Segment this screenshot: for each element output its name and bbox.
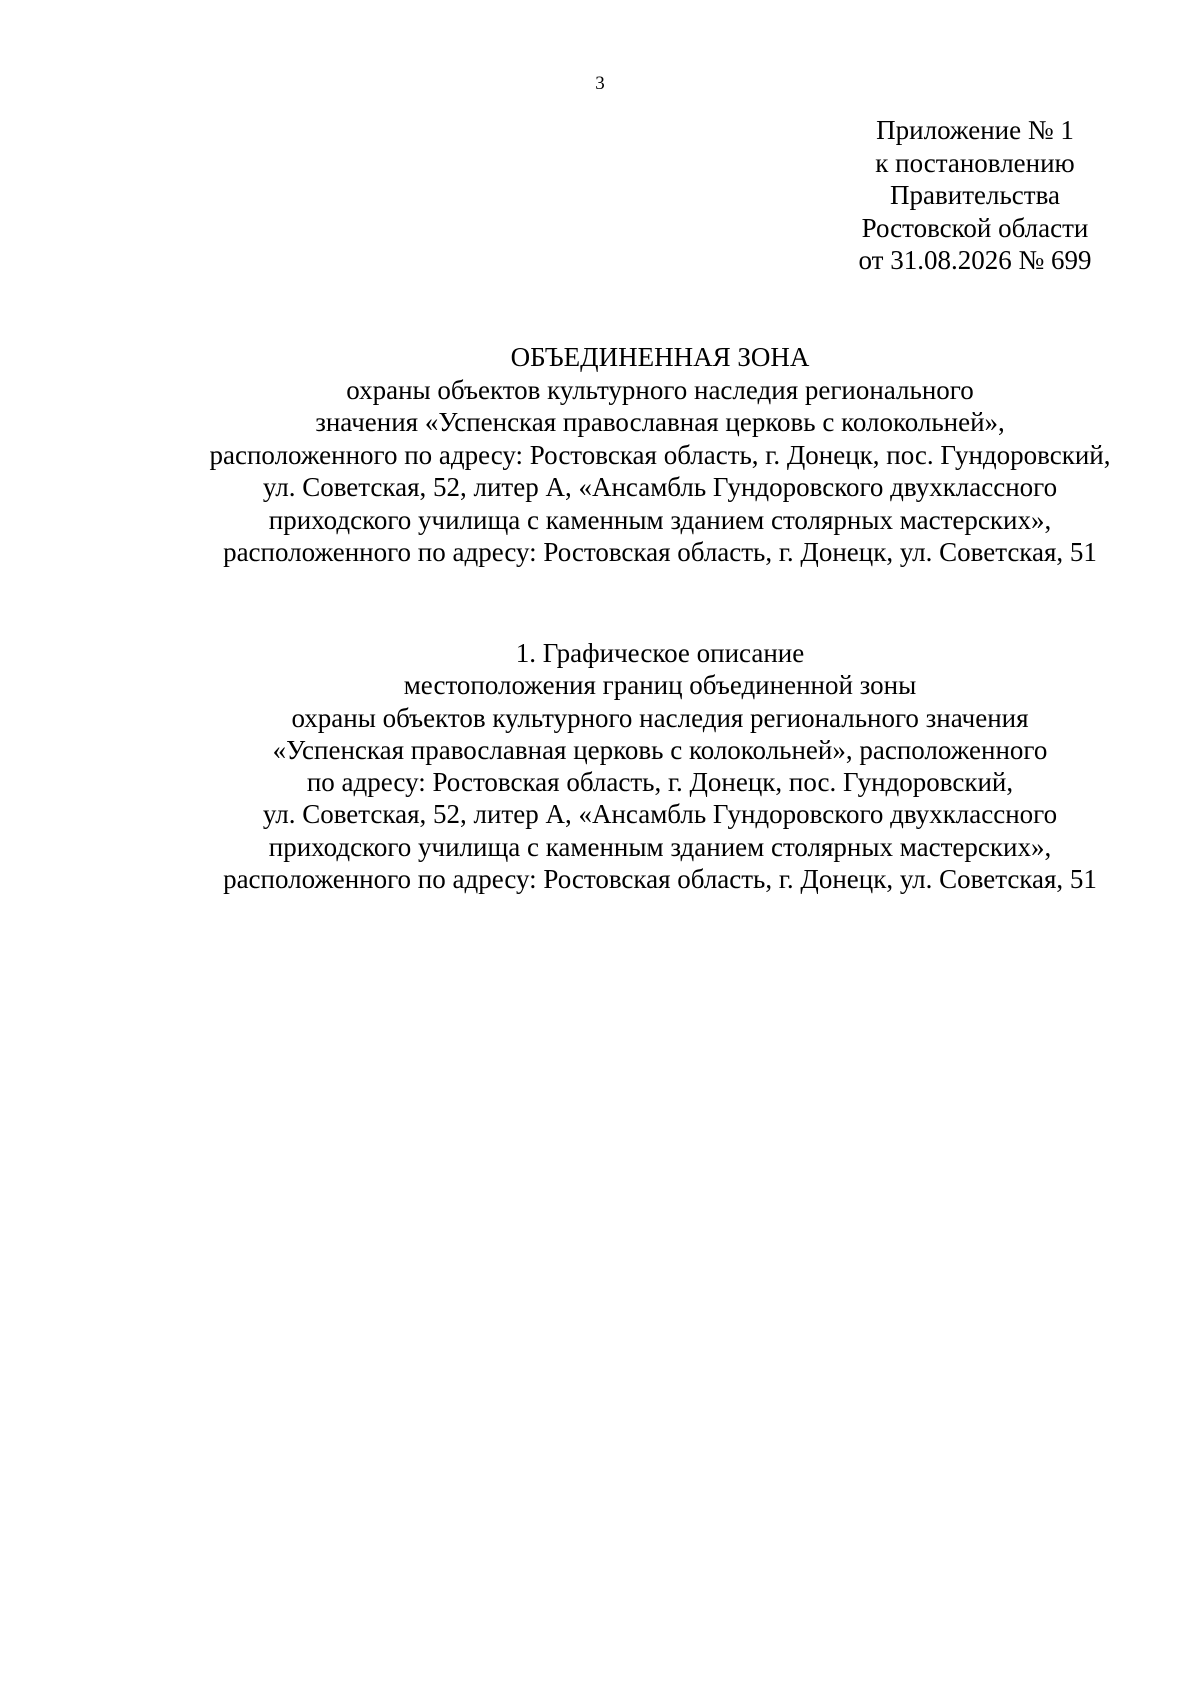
title-line: значения «Успенская православная церковь с колокольней», — [315, 407, 1005, 437]
appendix-line: от 31.08.2026 № 699 — [858, 245, 1092, 275]
title-heading: ОБЪЕДИНЕННАЯ ЗОНА — [510, 342, 810, 372]
appendix-line: Приложение № 1 — [876, 115, 1074, 145]
section-heading — [130, 637, 1190, 895]
section-line: по адресу: Ростовская область, г. Донецк, пос. Гундоровский, — [306, 767, 1014, 798]
appendix-line: Ростовской области — [861, 212, 1089, 243]
title-line: расположенного по адресу: Ростовская область, г. Донецк, ул. Советская, 51 — [223, 537, 1097, 567]
section-line: 1. Графическое описание — [515, 638, 805, 668]
appendix-line: к постановлению — [875, 147, 1075, 178]
section-line: приходского училища с каменным зданием столярных мастерских», — [268, 831, 1052, 862]
title-line: охраны объектов культурного наследия регионального — [346, 374, 974, 405]
page-number: 3 — [595, 73, 605, 94]
section-line: местоположения границ объединенной зоны — [403, 670, 917, 701]
section-line: ул. Советская, 52, литер А, «Ансамбль Гундоровского двухклассного — [262, 799, 1058, 830]
section-line: расположенного по адресу: Ростовская область, г. Донецк, ул. Советская, 51 — [223, 864, 1097, 895]
title-line: расположенного по адресу: Ростовская область, г. Донецк, пос. Гундоровский, — [209, 439, 1111, 470]
appendix-reference — [810, 114, 1140, 277]
title-line: ул. Советская, 52, литер А, «Ансамбль Гундоровского двухклассного — [262, 472, 1058, 502]
section-line: охраны объектов культурного наследия регионального значения — [291, 702, 1029, 733]
title-line: приходского училища с каменным зданием столярных мастерских», — [268, 504, 1052, 535]
appendix-line: Правительства — [890, 180, 1060, 210]
document-title — [130, 341, 1190, 569]
section-line: «Успенская православная церковь с колокольней», расположенного — [272, 734, 1048, 765]
